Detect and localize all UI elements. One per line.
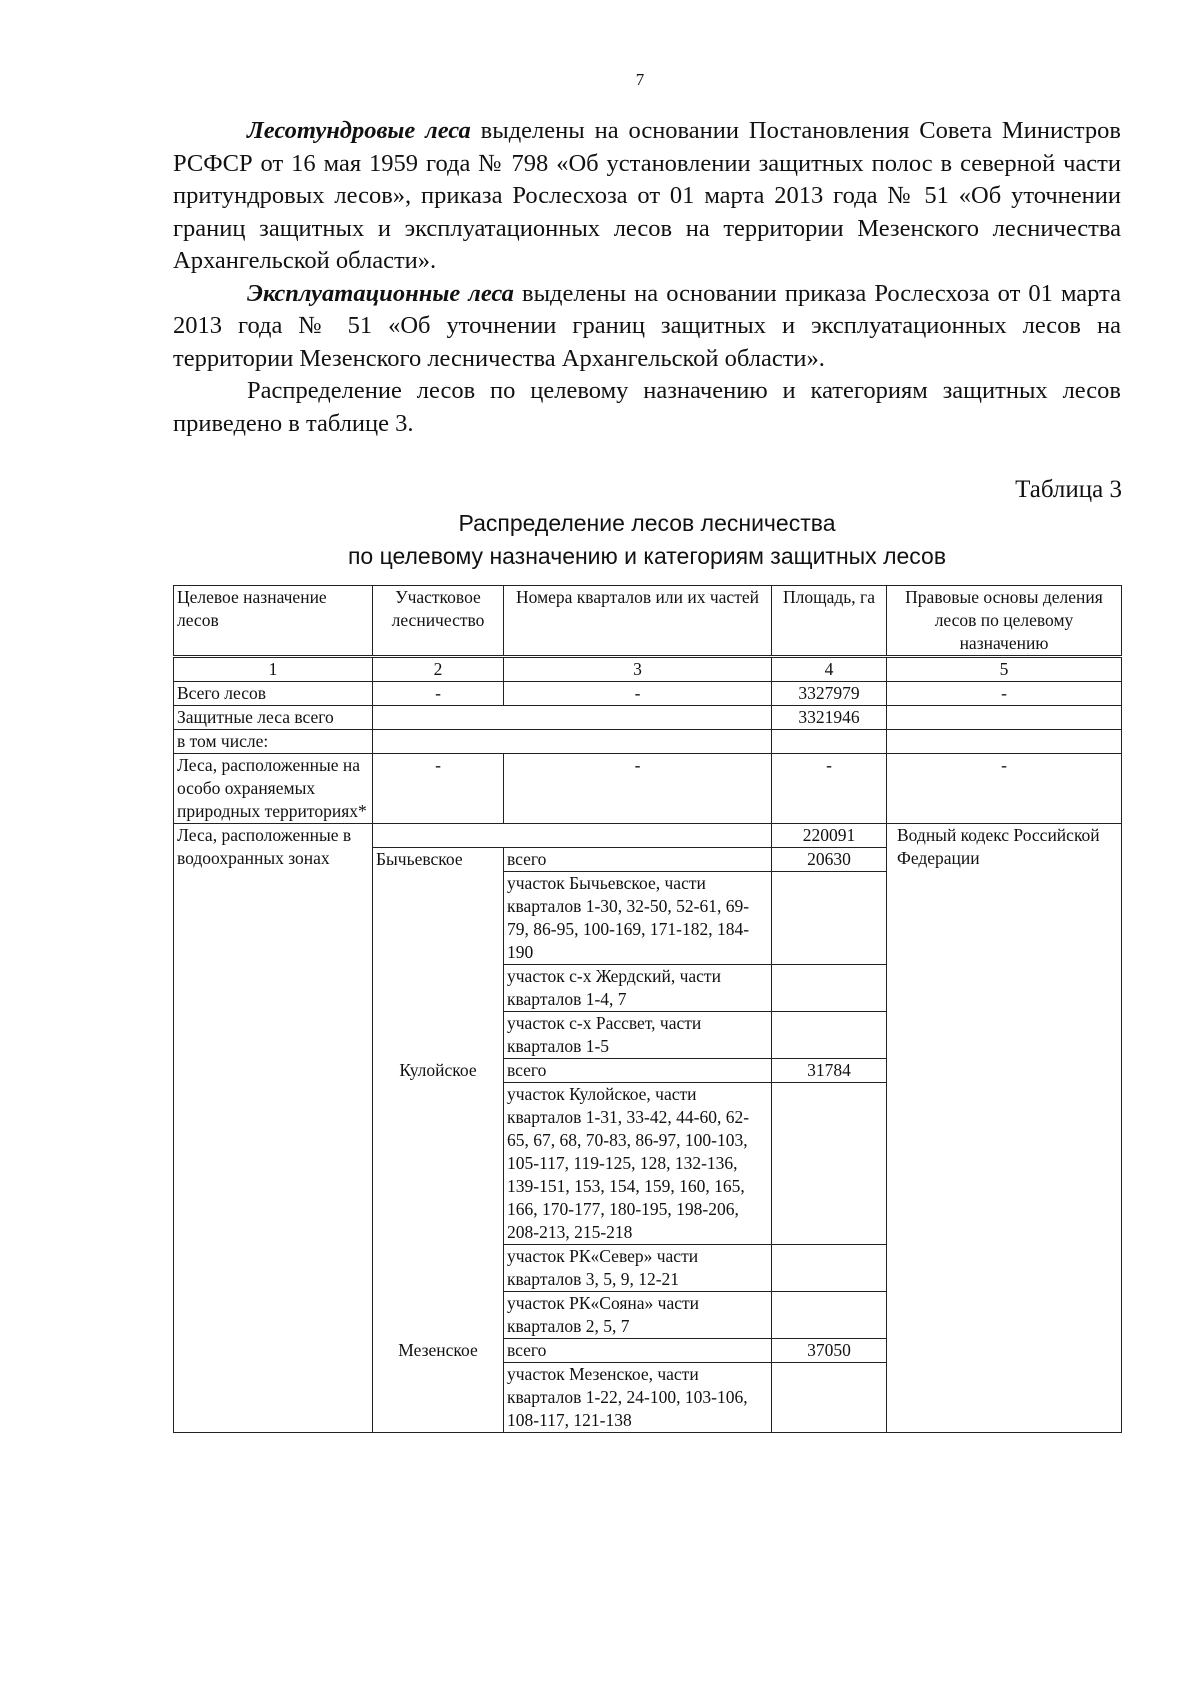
paragraph-exploitation: Эксплуатационные леса выделены на основании приказа Рослесхоза от 01 марта 2013 года № 51 «Об уточнении границ защитных и эксплуатационных лесов на территории Мезенского лесничества Архангельской области». xyxy=(173,279,1121,372)
page-number: 7 xyxy=(635,70,645,89)
header-legal-basis: Правовые основы деления лесов по целевому назначению xyxy=(887,586,1122,657)
table-row: участок Кулойское, части кварталов 1-31, 33-42, 44-60, 62-65, 67, 68, 70-83, 86-97, 100-103, 105-117, 119-125, 128, 132-136, 139-151, 153, 154, 159, 160, 165, 166, 170-177, 180-195, 198-206, 208-213, 215-218 xyxy=(174,1083,1122,1245)
table-row: Мезенское всего 37050 xyxy=(174,1339,1122,1363)
table-row: Бычьевское всего 20630 xyxy=(174,848,1122,872)
term-forest-tundra: Лесотундровые леса xyxy=(247,117,471,144)
table-row-total: Всего лесов - - 3327979 - xyxy=(174,682,1122,706)
table-row: участок Мезенское, части кварталов 1-22, 24-100, 103-106, 108-117, 121-138 xyxy=(174,1363,1122,1433)
header-area: Площадь, га xyxy=(772,586,887,657)
table-row: участок с-х Жердский, части кварталов 1-4, 7 xyxy=(174,965,1122,1012)
table-row: участок РК«Сояна» части кварталов 2, 5, 7 xyxy=(174,1292,1122,1339)
forestry-mezen: Мезенское xyxy=(373,1339,504,1433)
header-quarters: Номера кварталов или их частей xyxy=(504,586,772,657)
body-text xyxy=(173,115,1121,440)
header-forestry: Участковое лесничество xyxy=(373,586,504,657)
water-zone-basis: Водный кодекс Российской Федерации xyxy=(887,824,1122,1433)
paragraph-distribution: Распределение лесов по целевому назначению и категориям защитных лесов приведено в таблице 3. xyxy=(173,377,1121,437)
table-row-protective: Защитные леса всего 3321946 xyxy=(174,706,1122,730)
forestry-byche: Бычьевское xyxy=(373,848,504,1059)
table-row: участок РК«Север» части кварталов 3, 5, 9, 12-21 xyxy=(174,1245,1122,1292)
table-row-water-zone xyxy=(174,824,1122,848)
distribution-table xyxy=(173,585,1122,1433)
table-row-oopt: Леса, расположенные на особо охраняемых природных территориях* - - - - xyxy=(174,754,1122,824)
water-zone-label: Леса, расположенные в водоохранных зонах xyxy=(174,824,373,1433)
table-title: Распределение лесов лесничества по целевому назначению и категориям защитных лесов xyxy=(347,510,947,569)
forestry-kuloi: Кулойское xyxy=(373,1059,504,1339)
column-number-row: 1 2 3 4 5 xyxy=(174,657,1122,682)
table-label: Таблица 3 xyxy=(1015,476,1122,503)
water-zone-area: 220091 xyxy=(772,824,887,848)
table-row: Кулойское всего 31784 xyxy=(174,1059,1122,1083)
term-exploitation: Эксплуатационные леса xyxy=(247,279,514,307)
header-purpose: Целевое назначение лесов xyxy=(174,586,373,657)
paragraph-forest-tundra: Лесотундровые леса выделены на основании Постановления Совета Министров РСФСР от 16 мая 1959 года № 798 «Об установлении защитных полос в северной части притундровых лесов», приказа Рослесхоза от 01 марта 2013 года № 51 «Об уточнении границ защитных и эксплуатационных лесов на территории Мезенского лесничества Архангельской области». xyxy=(173,117,1122,274)
table-header-row xyxy=(174,586,1122,657)
table-row-including: в том числе: xyxy=(174,730,1122,754)
table-row: участок с-х Рассвет, части кварталов 1-5 xyxy=(174,1012,1122,1059)
table-row: участок Бычьевское, части кварталов 1-30, 32-50, 52-61, 69-79, 86-95, 100-169, 171-182, 184-190 xyxy=(174,872,1122,965)
